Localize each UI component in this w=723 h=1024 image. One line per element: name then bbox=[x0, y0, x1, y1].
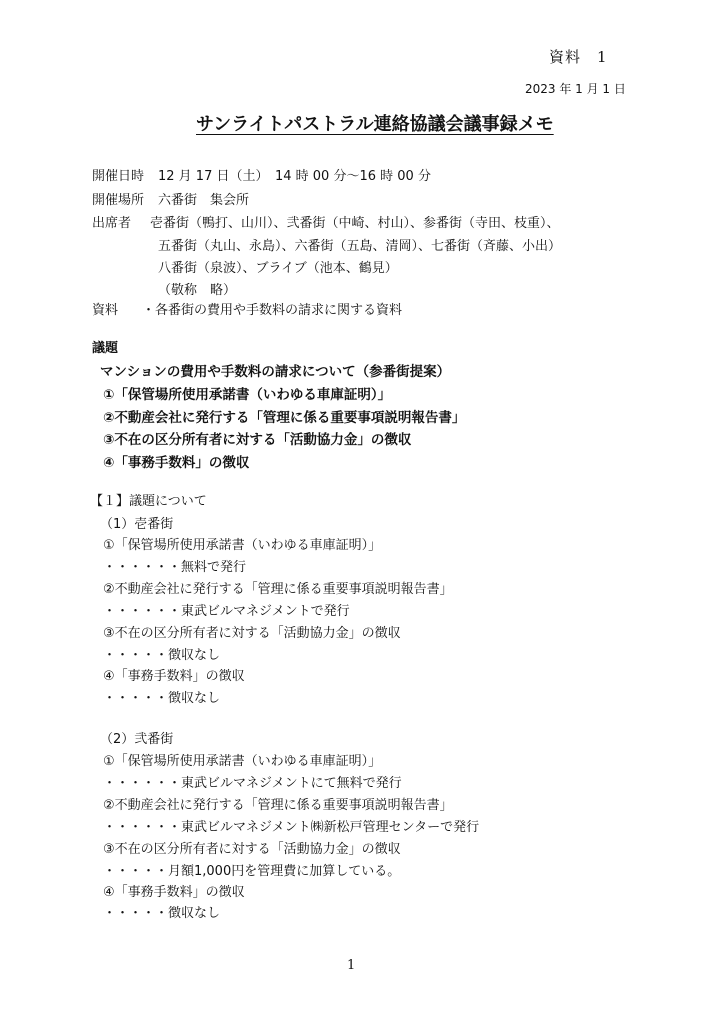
block-line: ・・・・・・東武ビルマネジメントで発行 bbox=[103, 604, 350, 619]
block-line: ③不在の区分所有者に対する「活動協力金」の徴収 bbox=[103, 626, 401, 641]
block-line: ②不動産会社に発行する「管理に係る重要事項説明報告書」 bbox=[103, 582, 453, 597]
attendees-line: 八番街（泉波）、ブライブ（池本、鶴見） bbox=[158, 261, 398, 276]
date-value: 12 月 17 日（土） 14 時 00 分～16 時 00 分 bbox=[158, 169, 431, 184]
doc-title: サンライトパストラル連絡協議会議事録メモ bbox=[196, 114, 554, 135]
block-line: ・・・・・徴収なし bbox=[103, 906, 221, 921]
block-line: ・・・・・月額1,000円を管理費に加算している。 bbox=[103, 864, 401, 879]
agenda-item: ①「保管場所使用承諾書（いわゆる車庫証明）」 bbox=[103, 387, 392, 403]
agenda-subtitle: マンションの費用や手数料の請求について（参番街提案） bbox=[100, 364, 451, 380]
place-label: 開催場所 bbox=[92, 193, 145, 208]
section-heading: 【１】議題について bbox=[90, 494, 207, 509]
block-line: ④「事務手数料」の徴収 bbox=[103, 885, 245, 900]
agenda-item: ③不在の区分所有者に対する「活動協力金」の徴収 bbox=[103, 432, 412, 448]
block-line: ・・・・・・東武ビルマネジメントにて無料で発行 bbox=[103, 776, 402, 791]
attendees-line: （敬称 略） bbox=[158, 283, 237, 298]
agenda-heading: 議題 bbox=[92, 341, 119, 356]
doc-date: 2023 年 1 月 1 日 bbox=[525, 82, 626, 96]
block-line: ・・・・・徴収なし bbox=[103, 648, 221, 663]
attendees-line: 五番街（丸山、永島）、六番街（五島、清岡）、七番街（斉藤、小出） bbox=[158, 239, 562, 254]
block-line: ②不動産会社に発行する「管理に係る重要事項説明報告書」 bbox=[103, 798, 453, 813]
block-line: ・・・・・徴収なし bbox=[103, 691, 221, 706]
block-line: ・・・・・・無料で発行 bbox=[103, 560, 247, 575]
block-line: ③不在の区分所有者に対する「活動協力金」の徴収 bbox=[103, 842, 401, 857]
agenda-item: ②不動産会社に発行する「管理に係る重要事項説明報告書」 bbox=[103, 410, 466, 426]
place-value: 六番街 集会所 bbox=[158, 193, 250, 208]
agenda-item: ④「事務手数料」の徴収 bbox=[103, 455, 250, 471]
block-title: （2）弐番街 bbox=[100, 732, 174, 747]
doc-label: 資料 1 bbox=[549, 48, 608, 66]
block-title: （1）壱番街 bbox=[100, 517, 174, 532]
block-line: ④「事務手数料」の徴収 bbox=[103, 669, 245, 684]
block-line: ①「保管場所使用承諾書（いわゆる車庫証明）」 bbox=[103, 538, 382, 553]
attendees-line: 壱番街（鴨打、山川）、弐番街（中崎、村山）、参番街（寺田、枝重）、 bbox=[150, 216, 560, 231]
date-label: 開催日時 bbox=[92, 169, 145, 184]
page-number: 1 bbox=[347, 958, 356, 973]
block-line: ①「保管場所使用承諾書（いわゆる車庫証明）」 bbox=[103, 754, 382, 769]
materials-value: ・各番街の費用や手数料の請求に関する資料 bbox=[142, 303, 403, 318]
materials-label: 資料 bbox=[92, 303, 119, 318]
attendees-label: 出席者 bbox=[92, 216, 132, 231]
block-line: ・・・・・・東武ビルマネジメント㈱新松戸管理センターで発行 bbox=[103, 820, 480, 835]
